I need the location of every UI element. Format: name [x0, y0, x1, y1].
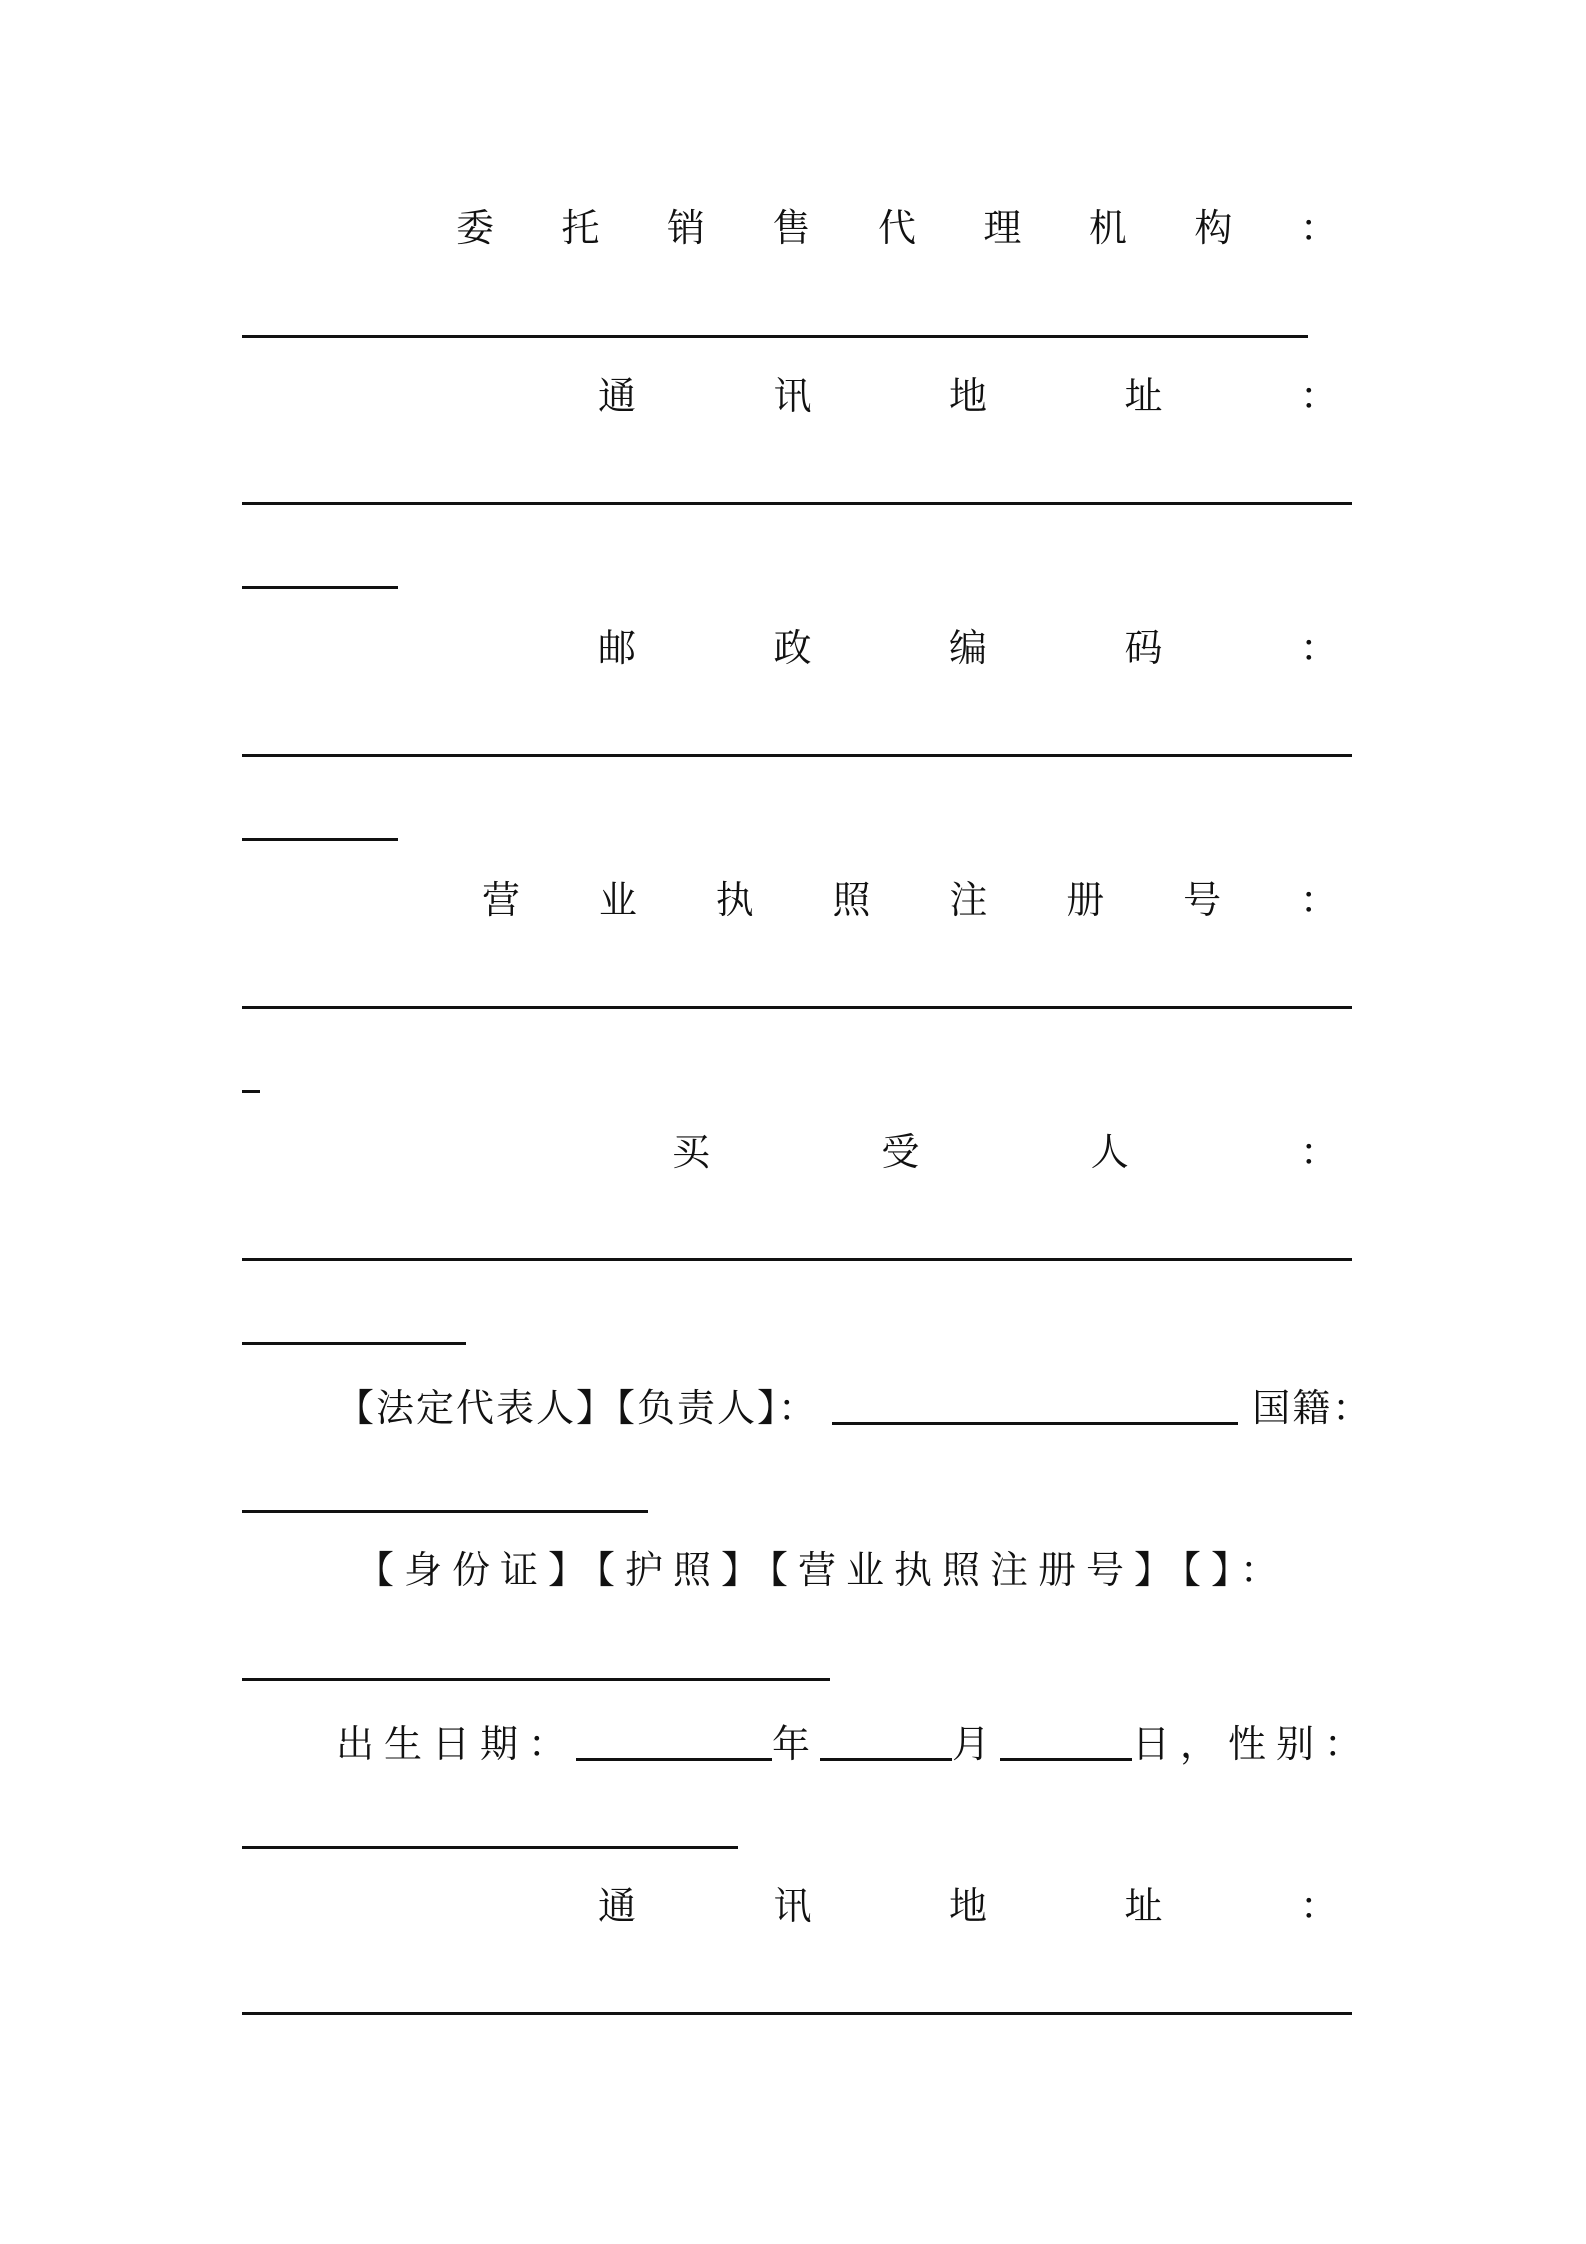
agency-char: 委	[456, 206, 495, 250]
buyer-address-char: 地	[948, 1884, 987, 1928]
postcode-char: 编	[948, 626, 987, 670]
address-char: ：	[1299, 374, 1338, 418]
postcode-label-row	[598, 620, 1338, 676]
postcode-char: 码	[1124, 626, 1163, 670]
agency-char: 售	[772, 206, 811, 250]
buyer-address-char: 讯	[773, 1884, 812, 1928]
birth-year-blank[interactable]	[576, 1714, 772, 1761]
agency-char: 托	[561, 206, 600, 250]
postcode-blank-cont[interactable]	[242, 838, 398, 841]
license-char: ：	[1299, 878, 1338, 922]
agency-char: ：	[1299, 206, 1338, 250]
buyer-address-char: ：	[1299, 1884, 1338, 1928]
buyer-address-blank[interactable]	[242, 2012, 1352, 2015]
representative-blank[interactable]	[832, 1378, 1238, 1425]
agency-char: 代	[877, 206, 916, 250]
license-char: 执	[715, 878, 754, 922]
address-label-row	[598, 368, 1338, 424]
address-char: 讯	[773, 374, 812, 418]
license-blank[interactable]	[242, 1006, 1352, 1009]
license-char: 营	[482, 878, 521, 922]
birth-month-blank[interactable]	[820, 1714, 952, 1761]
address-blank[interactable]	[242, 502, 1352, 505]
address-char: 地	[948, 374, 987, 418]
month-label: 月	[952, 1722, 1001, 1766]
license-char: 业	[598, 878, 637, 922]
birth-row	[336, 1710, 1373, 1766]
postcode-blank[interactable]	[242, 754, 1352, 757]
address-blank-cont[interactable]	[242, 586, 398, 589]
id-type-label: 【身份证】【护照】【营业执照注册号】【】：	[356, 1548, 1289, 1592]
agency-blank[interactable]	[242, 335, 1308, 338]
license-char: 号	[1183, 878, 1222, 922]
agency-char: 构	[1194, 206, 1233, 250]
buyer-char: 买	[672, 1130, 711, 1174]
id-number-blank[interactable]	[242, 1678, 830, 1681]
agency-label-row	[456, 200, 1338, 256]
nationality-label: 国籍：	[1252, 1386, 1373, 1430]
gender-blank[interactable]	[242, 1846, 738, 1849]
year-label: 年	[772, 1722, 821, 1766]
buyer-char: ：	[1299, 1130, 1338, 1174]
postcode-char: 邮	[598, 626, 637, 670]
agency-char: 理	[983, 206, 1022, 250]
address-char: 通	[598, 374, 637, 418]
representative-row	[336, 1374, 1373, 1430]
buyer-label-row	[672, 1124, 1338, 1180]
id-type-row	[356, 1542, 1346, 1598]
nationality-blank[interactable]	[242, 1510, 648, 1513]
license-char: 照	[832, 878, 871, 922]
representative-label: 【法定代表人】【负责人】：	[336, 1386, 819, 1430]
birth-label: 出生日期：	[336, 1722, 577, 1766]
address-char: 址	[1124, 374, 1163, 418]
buyer-blank-cont[interactable]	[242, 1342, 466, 1345]
agency-char: 机	[1088, 206, 1127, 250]
buyer-address-label-row	[598, 1878, 1338, 1934]
buyer-blank[interactable]	[242, 1258, 1352, 1261]
buyer-address-char: 通	[598, 1884, 637, 1928]
postcode-char: ：	[1299, 626, 1338, 670]
buyer-address-char: 址	[1124, 1884, 1163, 1928]
license-label-row	[482, 872, 1338, 928]
buyer-char: 受	[881, 1130, 920, 1174]
license-blank-cont[interactable]	[242, 1090, 260, 1093]
agency-char: 销	[666, 206, 705, 250]
buyer-char: 人	[1090, 1130, 1129, 1174]
license-char: 册	[1066, 878, 1105, 922]
license-char: 注	[949, 878, 988, 922]
postcode-char: 政	[773, 626, 812, 670]
day-gender-label: 日，性别：	[1132, 1722, 1373, 1766]
birth-day-blank[interactable]	[1000, 1714, 1132, 1761]
